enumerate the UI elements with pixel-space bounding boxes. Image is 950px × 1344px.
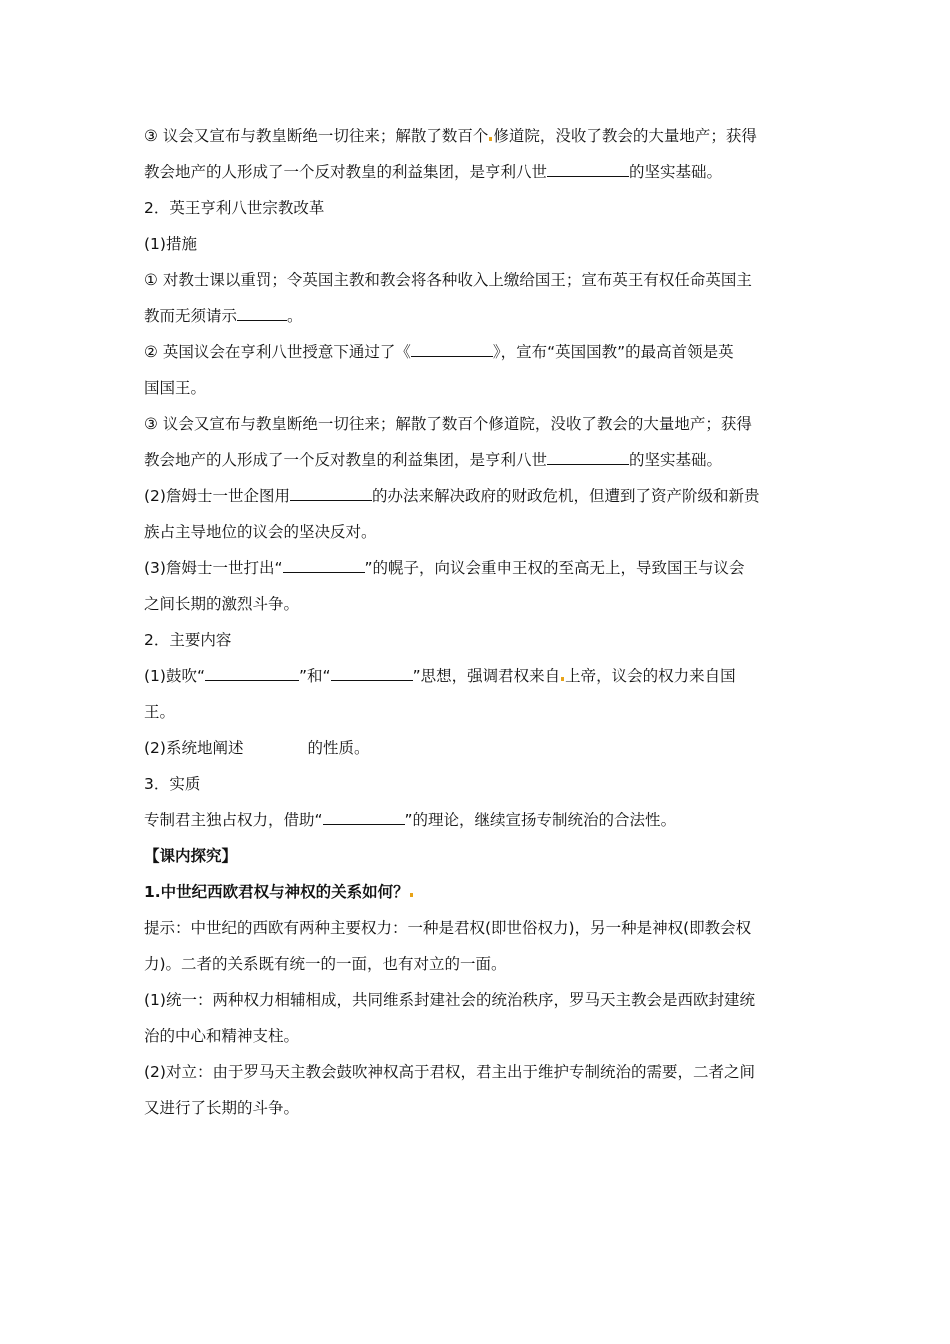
text: (3)詹姆士一世打出“: [144, 559, 283, 577]
text-line: [144, 478, 812, 514]
text-line: [144, 910, 812, 946]
text-line: [144, 118, 812, 154]
text: (1)鼓吹“: [144, 667, 205, 685]
text: 【课内探究】: [144, 847, 238, 865]
text: ① 对教士课以重罚；令英国主教和教会将各种收入上缴给国王；宣布英王有权任命英国主: [144, 271, 752, 289]
text: 1.中世纪西欧君权与神权的关系如何？: [144, 883, 409, 901]
text: (1)措施: [144, 235, 197, 253]
text-line: [144, 1054, 812, 1090]
text: ② 英国议会在亨利八世授意下通过了《: [144, 343, 411, 361]
text-line: [144, 550, 812, 586]
text: 2．主要内容: [144, 631, 232, 649]
text-line: [144, 406, 812, 442]
text: ”和“: [299, 667, 331, 685]
subheading: [144, 226, 812, 262]
mark-dot: [410, 893, 413, 897]
text: 治的中心和精神支柱。: [144, 1027, 300, 1045]
text: 力)。二者的关系既有统一的一面，也有对立的一面。: [144, 955, 507, 973]
text: (2)对立：由于罗马天主教会鼓吹神权高于君权，君主出于维护专制统治的需要，二者之间: [144, 1063, 755, 1081]
text-line: [144, 586, 812, 622]
text: ”的理论，继续宣扬专制统治的合法性。: [404, 811, 677, 829]
fill-blank[interactable]: [331, 666, 413, 681]
text: (2)詹姆士一世企图用: [144, 487, 290, 505]
text-line: [144, 262, 812, 298]
text: 之间长期的激烈斗争。: [144, 595, 300, 613]
section-heading: [144, 766, 812, 802]
text: 国国王。: [144, 379, 207, 397]
text: 教会地产的人形成了一个反对教皇的利益集团，是亨利八世: [144, 163, 548, 181]
fill-blank[interactable]: [547, 450, 629, 465]
text-line: [144, 658, 812, 694]
mark-dot: [561, 677, 564, 681]
text: 2．英王亨利八世宗教改革: [144, 199, 325, 217]
fill-blank[interactable]: [205, 666, 299, 681]
fill-blank[interactable]: [547, 162, 629, 177]
text-line: [144, 730, 812, 766]
text: (2)系统地阐述: [144, 739, 244, 757]
text: 修道院，没收了教会的大量地产；获得: [493, 127, 757, 145]
text: 提示：中世纪的西欧有两种主要权力：一种是君权(即世俗权力)，另一种是神权(即教会权: [144, 919, 752, 937]
fill-blank[interactable]: [411, 342, 493, 357]
text: (1)统一：两种权力相辅相成，共同维系封建社会的统治秩序，罗马天主教会是西欧封建统: [144, 991, 755, 1009]
fill-blank[interactable]: [283, 558, 365, 573]
text: 。: [287, 307, 303, 325]
section-title: [144, 838, 812, 874]
text: 王。: [144, 703, 176, 721]
fill-blank[interactable]: [323, 810, 405, 825]
text: 的坚实基础。: [629, 451, 723, 469]
text-line: [144, 514, 812, 550]
text: 又进行了长期的斗争。: [144, 1099, 300, 1117]
text: 专制君主独占权力，借助“: [144, 811, 323, 829]
text-line: [144, 1090, 812, 1126]
text-line: [144, 334, 812, 370]
mark-dot: [489, 137, 492, 141]
fill-blank[interactable]: [290, 486, 372, 501]
text: 教会地产的人形成了一个反对教皇的利益集团，是亨利八世: [144, 451, 548, 469]
text-line: [144, 154, 812, 190]
section-heading: [144, 622, 812, 658]
text: 的坚实基础。: [629, 163, 723, 181]
text: ③ 议会又宣布与教皇断绝一切往来；解散了数百个: [144, 127, 489, 145]
text-line: [144, 370, 812, 406]
question-title: [144, 874, 812, 910]
text: 的性质。: [307, 739, 370, 757]
text: ”思想，强调君权来自: [412, 667, 561, 685]
text-line: [144, 442, 812, 478]
document-page: [144, 118, 812, 1126]
text-line: [144, 802, 812, 838]
text: 的办法来解决政府的财政危机，但遭到了资产阶级和新贵: [371, 487, 760, 505]
fill-blank[interactable]: [237, 306, 287, 321]
text-line: [144, 946, 812, 982]
text: ”的幌子，向议会重申王权的至高无上，导致国王与议会: [364, 559, 745, 577]
text-line: [144, 982, 812, 1018]
text: 教而无须请示: [144, 307, 238, 325]
text: 族占主导地位的议会的坚决反对。: [144, 523, 377, 541]
text: ③ 议会又宣布与教皇断绝一切往来；解散了数百个修道院，没收了教会的大量地产；获得: [144, 415, 752, 433]
text-line: [144, 694, 812, 730]
text: 3．实质: [144, 775, 201, 793]
text-line: [144, 1018, 812, 1054]
text: 》，宣布“英国国教”的最高首领是英: [492, 343, 734, 361]
text: 上帝，议会的权力来自国: [565, 667, 736, 685]
section-heading: [144, 190, 812, 226]
text-line: [144, 298, 812, 334]
